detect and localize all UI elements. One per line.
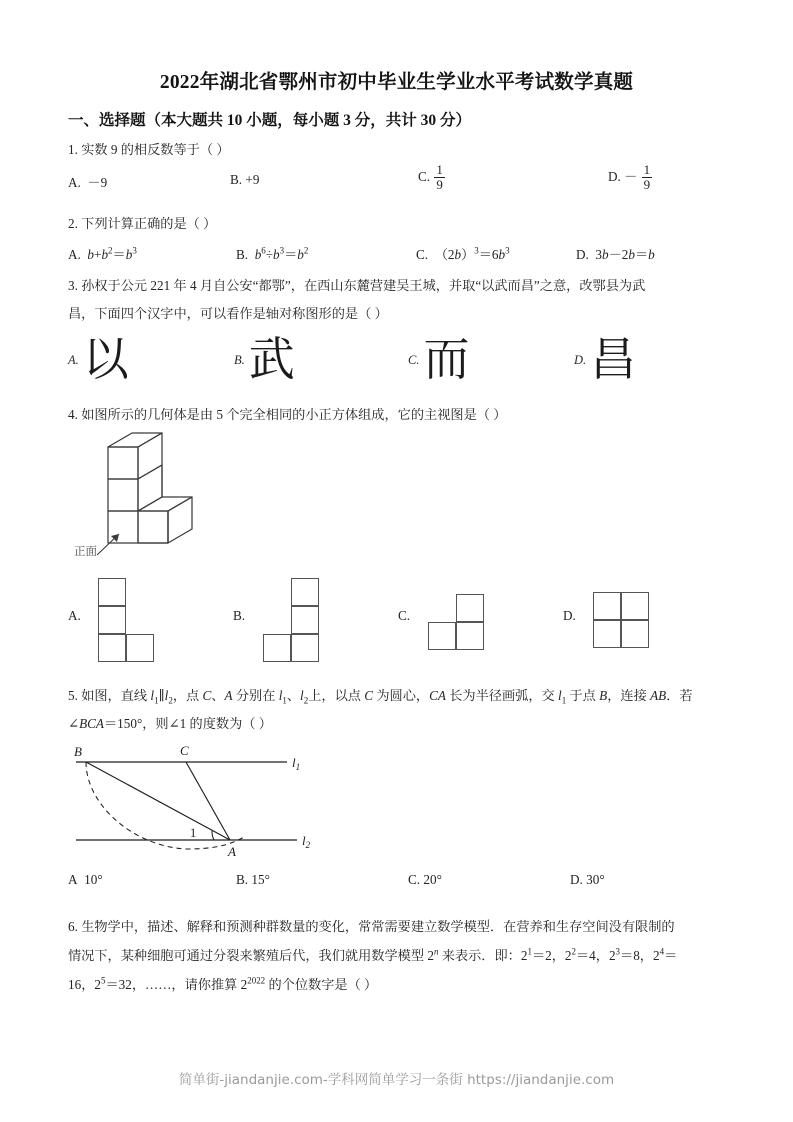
question-1-stem: 1. 实数 9 的相反数等于（ ） <box>68 142 230 157</box>
q5-option-b-label: B. <box>236 872 249 887</box>
q5-option-d-value: 30° <box>586 872 605 887</box>
q1-option-c-numerator: 1 <box>436 162 443 177</box>
q2-option-c-value: $(2b)^3=6b^3$ <box>434 245 510 262</box>
q3-option-c[interactable] <box>408 332 470 386</box>
question-6-stem-line-2: 情况下，某种细胞可通过分裂来繁殖后代，我们就用数学模型 2$^n$ 来表示．即：$2^1=2$，$2^2=4$，$2^3=8$，$2^4=$ <box>68 946 678 963</box>
q3-option-c-character: 而 <box>423 332 470 386</box>
grid-cell <box>291 606 319 634</box>
label-line-l1: $l_1$ <box>292 755 301 772</box>
q5-option-c-label: C. <box>408 872 421 887</box>
q4-option-c-shape <box>428 594 486 652</box>
label-angle-1: 1 <box>190 826 197 840</box>
q1-option-c-denominator: 9 <box>436 176 443 192</box>
q5-option-b-value: 15° <box>251 872 270 887</box>
grid-cell <box>263 634 291 662</box>
q1-option-a-label: A. <box>68 175 81 190</box>
grid-cell <box>621 592 649 620</box>
q1-option-d-numerator: 1 <box>643 162 651 177</box>
question-3-options <box>68 332 758 398</box>
q2-option-d-value: 3b－2b＝b <box>595 247 655 262</box>
question-5-stem-line-1: 5. 如图，直线 $l_1\parallel l_2$，点 C、A 分别在 $l_1$、$l_2$上，以点 C 为圆心，CA 长为半径画弧，交 $l_1$ 于点 B，连接 AB．若 <box>68 688 693 706</box>
q5-option-a[interactable] <box>68 872 103 888</box>
q4-option-b-shape <box>263 578 321 662</box>
q1-option-d-denominator: 9 <box>643 176 651 192</box>
q1-option-c-label: C. <box>418 169 431 185</box>
q2-option-c-label: C. <box>416 247 429 262</box>
q5-option-c-value: 20° <box>423 872 442 887</box>
label-point-b: B <box>74 744 82 759</box>
q4-option-c-label: C. <box>398 608 411 623</box>
question-5-options <box>68 872 748 894</box>
question-3-stem-line-2: 昌，下面四个汉字中，可以看作是轴对称图形的是（ ） <box>68 306 388 321</box>
question-5-geometry-figure <box>62 742 332 872</box>
grid-cell <box>126 634 154 662</box>
isometric-cubes-svg <box>92 424 222 556</box>
grid-cell <box>291 578 319 606</box>
q2-option-a-value: $b+b^2=b^3$ <box>87 245 137 262</box>
q5-option-d[interactable] <box>570 872 605 888</box>
q3-option-a[interactable] <box>68 332 129 386</box>
parallel-lines-arc-svg <box>62 742 332 867</box>
label-line-l2: $l_2$ <box>302 833 311 850</box>
q1-option-d[interactable] <box>608 164 653 192</box>
q3-option-d[interactable] <box>574 332 637 386</box>
question-4-solid-figure <box>92 424 222 561</box>
q3-option-b-character: 武 <box>248 332 295 386</box>
q2-option-d-label: D. <box>576 247 589 262</box>
q3-option-d-label: D. <box>574 353 587 367</box>
q4-option-a-shape <box>98 578 156 662</box>
q5-option-d-label: D. <box>570 872 583 887</box>
grid-cell <box>593 592 621 620</box>
grid-cell <box>428 622 456 650</box>
grid-cell <box>456 594 484 622</box>
q3-option-a-character: 以 <box>82 332 129 386</box>
q1-option-d-fraction <box>642 163 653 191</box>
section-heading-multiple-choice: 一、选择题（本大题共 10 小题，每小题 3 分，共计 30 分） <box>68 112 472 129</box>
grid-cell <box>98 578 126 606</box>
q3-option-a-label: A. <box>68 353 79 367</box>
q1-option-b-value: +9 <box>245 172 260 187</box>
q2-option-d[interactable] <box>576 244 655 263</box>
q2-option-c[interactable] <box>416 244 510 263</box>
q3-option-d-character: 昌 <box>590 332 637 386</box>
grid-cell <box>98 606 126 634</box>
q2-option-b-label: B. <box>236 247 249 262</box>
grid-cell <box>593 620 621 648</box>
grid-cell <box>621 620 649 648</box>
q2-option-b[interactable] <box>236 244 308 263</box>
question-2-options <box>68 244 748 266</box>
page-title: 2022年湖北省鄂州市初中毕业生学业水平考试数学真题 <box>159 72 634 93</box>
question-1-options <box>68 162 748 194</box>
question-6-stem-line-1: 6. 生物学中，描述、解释和预测种群数量的变化，常常需要建立数学模型．在营养和生存空间没有限制的 <box>68 919 675 934</box>
question-4-front-label: 正面 <box>74 546 97 558</box>
q5-option-c[interactable] <box>408 872 442 888</box>
q4-option-d-shape <box>593 592 651 650</box>
question-6-stem-line-3: 16，$2^5=32$，……，请你推算 $2^{2022}$ 的个位数字是（ ） <box>68 975 378 992</box>
label-point-a: A <box>228 844 236 859</box>
q4-option-d-label: D. <box>563 608 576 623</box>
q3-option-c-label: C. <box>408 353 420 367</box>
question-2-stem: 2. 下列计算正确的是（ ） <box>68 216 217 231</box>
q3-option-b-label: B. <box>234 353 245 367</box>
q2-option-b-value: $b^6\div b^3=b^2$ <box>254 245 309 262</box>
q1-option-b[interactable] <box>230 172 259 188</box>
question-5-stem-line-2: ∠BCA＝150°，则∠1 的度数为（ ） <box>68 716 272 731</box>
question-4-options <box>0 578 793 663</box>
question-3-stem-line-1: 3. 孙权于公元 221 年 4 月自公安“都鄂”，在西山东麓营建吴王城，并取“以武而昌”之意，改鄂县为武 <box>68 278 646 293</box>
q1-option-d-label: D. <box>608 169 621 185</box>
footer-watermark: 简单街-jiandanjie.com-学科网简单学习一条街 https://jiandanjie.com <box>178 1072 615 1088</box>
q5-option-a-label: A <box>68 872 78 887</box>
q1-option-d-sign: － <box>624 169 638 185</box>
question-4-stem: 4. 如图所示的几何体是由 5 个完全相同的小正方体组成，它的主视图是（ ） <box>68 407 507 422</box>
label-point-c: C <box>180 743 189 758</box>
q5-option-a-value: 10° <box>84 872 103 887</box>
q5-option-b[interactable] <box>236 872 270 888</box>
q1-option-b-label: B. <box>230 172 243 187</box>
q1-option-c[interactable] <box>418 164 446 192</box>
q2-option-a[interactable] <box>68 244 137 263</box>
q2-option-a-label: A. <box>68 247 81 262</box>
q1-option-a-value: －9 <box>87 175 108 190</box>
q1-option-a[interactable] <box>68 172 107 191</box>
q4-option-a-label: A. <box>68 608 81 623</box>
grid-cell <box>456 622 484 650</box>
grid-cell <box>291 634 319 662</box>
q3-option-b[interactable] <box>234 332 295 386</box>
q4-option-b-label: B. <box>233 608 246 623</box>
grid-cell <box>98 634 126 662</box>
q1-option-c-fraction <box>434 163 445 191</box>
